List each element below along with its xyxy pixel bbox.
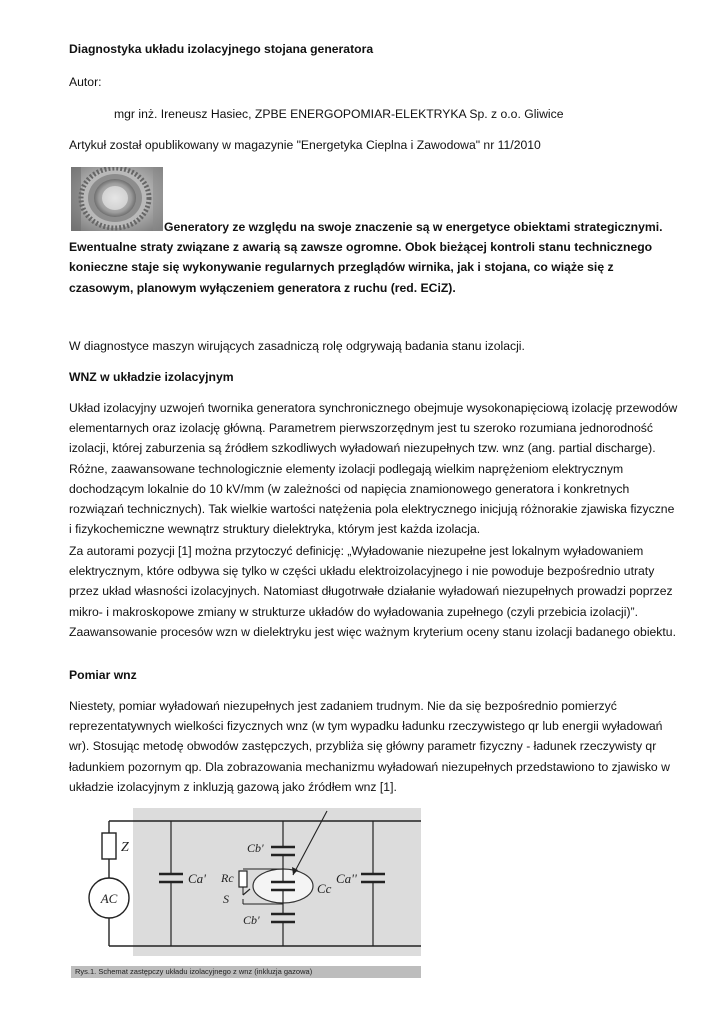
section1-paragraph-2: Za autorami pozycji [1] można przytoczyć definicję: „Wyładowanie niezupełne jest lokalnym wyładowaniem elektrycznym, które odbywa się tylko w części układu elektroizolacyjnego i nie powoduje bezpośrednio utraty przez układ własności izolacyjnych. Natomiast długotrwałe działanie wyładowań niezupełnych prowadzi poprzez mikro- i makroskopowe zmiany w strukturze układów do wyładowania zupełnego (czyli przebicia izolacji)”. Zaawansowanie procesów wzn w dielektryku jest więc ważnym kryterium oceny stanu izolacji badanego obiektu. [69, 544, 676, 639]
author-label: Autor: [69, 75, 102, 89]
label-ac: AC [100, 891, 118, 906]
label-cb-top: Cb' [247, 841, 264, 855]
author-name: mgr inż. Ireneusz Hasiec, ZPBE ENERGOPOMIAR-ELEKTRYKA Sp. z o.o. Gliwice [114, 107, 564, 121]
label-z: Z [121, 840, 129, 855]
label-ca-prime: Ca' [188, 871, 206, 886]
equivalent-circuit-diagram [71, 803, 421, 961]
section-heading-pomiar: Pomiar wnz [69, 668, 137, 682]
label-s: S [223, 892, 229, 906]
figure-caption: Rys.1. Schemat zastępczy układu izolacyjnego z wnz (inkluzja gazowa) [71, 966, 421, 978]
impedance-z-symbol [102, 833, 116, 859]
label-cc: Cc [317, 881, 332, 896]
section1-paragraph-1: Układ izolacyjny uzwojeń twornika generatora synchronicznego obejmuje wysokonapięciową izolację przewodów elementarnych oraz izolację główną. Parametrem pierwszorzędnym jest tu szeroko rozumiana jednorodność izolacji, której zaburzenia są źródłem szkodliwych wyładowań niezupełnych tzw. wnz (ang. partial discharge). Różne, zaawansowane technologicznie elementy izolacji podlegają wielkim naprężeniom elektrycznym dochodzącym lokalnie do 10 kV/mm (w zależności od napięcia znamionowego generatora i konkretnych rozwiązań technicznych). Tak wielkie wartości natężenia pola elektrycznego inicjują różnorakie zjawiska fizyczne i fizykochemiczne wewnątrz struktury dielektryka, którym jest każda izolacja. [69, 401, 678, 537]
label-rc: Rc [221, 871, 234, 885]
section2-paragraph-1: Niestety, pomiar wyładowań niezupełnych jest zadaniem trudnym. Nie da się bezpośrednio pomierzyć reprezentatywnych wielkości fizycznych wnz (w tym wypadku ładunku rzeczywistego qr lub energii wyładowań wr). Stosując metodę obwodów zastępczych, przybliża się główny parametr fizyczny - ładunek rzeczywisty qr ładunkiem pozornym qp. Dla zobrazowania mechanizmu wyładowań niezupełnych przedstawiono to zjawisko w układzie izolacyjnym z inkluzją gazową jako źródłem wnz [1]. [69, 699, 670, 794]
publication-note: Artykuł został opublikowany w magazynie "Energetyka Cieplna i Zawodowa" nr 11/2010 [69, 138, 541, 152]
section-heading-wnz: WNZ w układzie izolacyjnym [69, 370, 234, 384]
resistor-rc-symbol [239, 871, 247, 887]
intro-paragraph: W diagnostyce maszyn wirujących zasadniczą rolę odgrywają badania stanu izolacji. [69, 339, 525, 353]
equivalent-circuit-figure [71, 803, 421, 976]
label-ca-double-prime: Ca'' [336, 871, 357, 886]
label-cb-bottom: Cb' [243, 913, 260, 927]
article-title: Diagnostyka układu izolacyjnego stojana generatora [69, 42, 374, 56]
lead-paragraph: Generatory ze względu na swoje znaczenie są w energetyce obiektami strategicznymi. Ewentualne straty związane z awarią są zawsze ogromne. Obok bieżącej kontroli stanu technicznego konieczne staje się wykonywanie regularnych przeglądów wirnika, jak i stojana, co wiąże się z czasowym, planowym wyłączeniem generatora z ruchu (red. ECiZ). [69, 220, 663, 295]
